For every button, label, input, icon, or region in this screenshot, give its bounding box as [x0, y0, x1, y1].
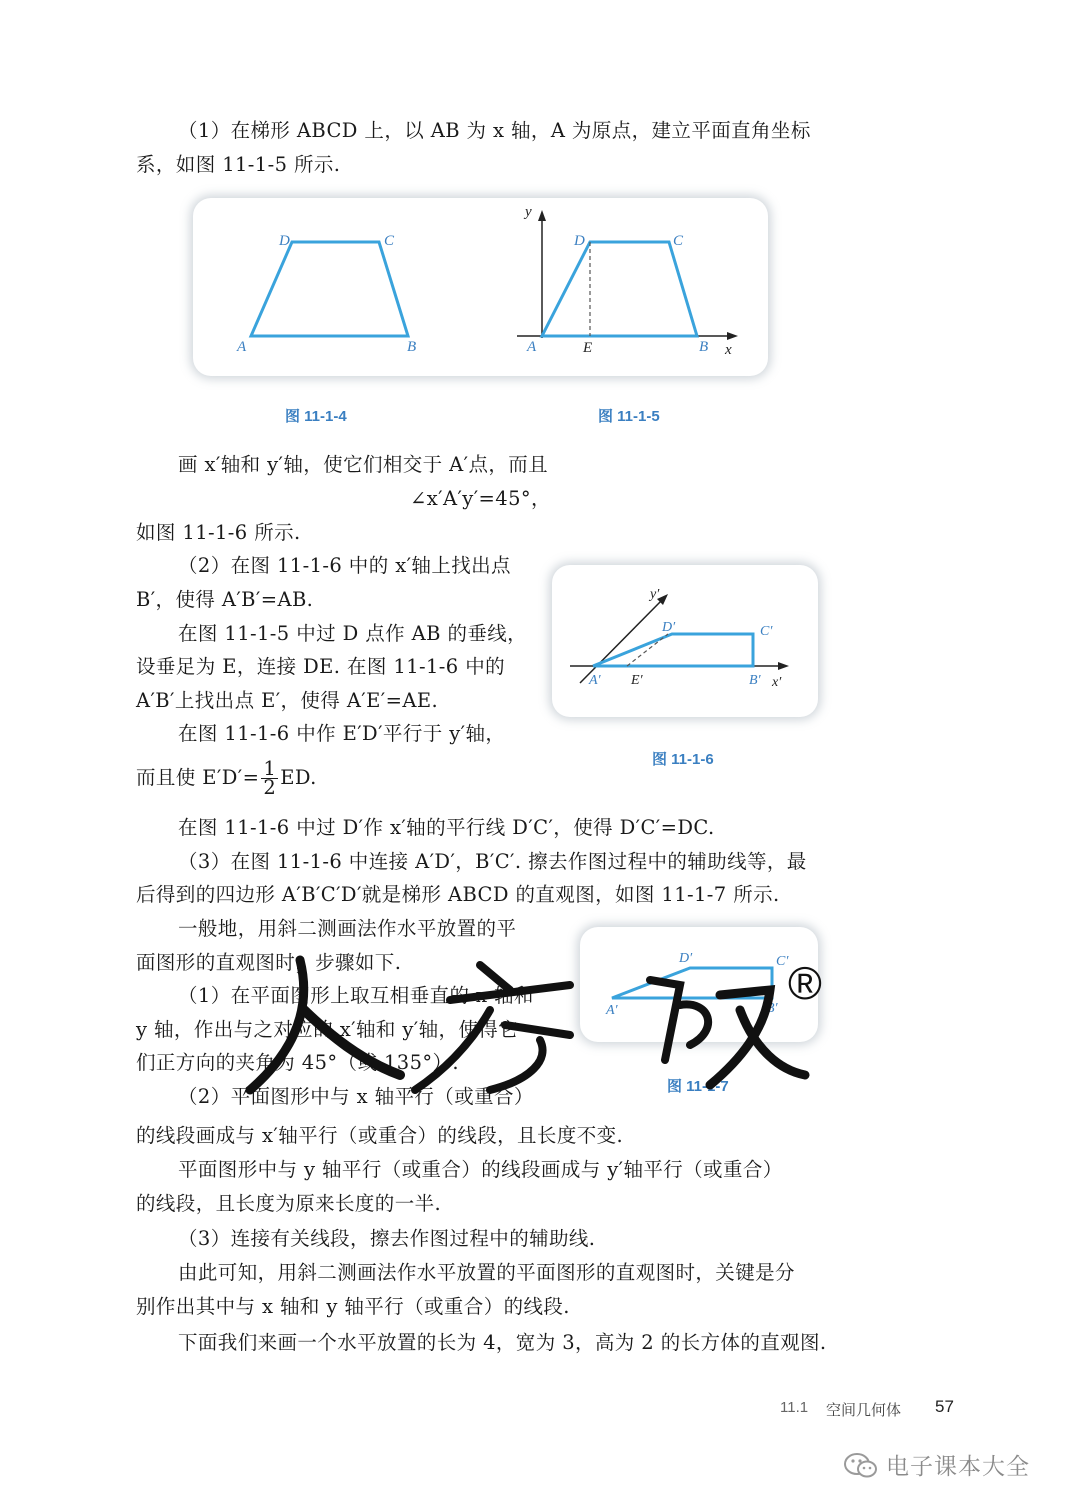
paragraph-line: （1）在梯形 ABCD 上，以 AB 为 x 轴，A 为原点，建立平面直角坐标 — [178, 119, 811, 142]
fig6-label-a: A′ — [589, 673, 601, 688]
figure-caption-7: 图 11-1-7 — [667, 1078, 729, 1095]
paragraph-line: 在图 11-1-6 中过 D′作 x′轴的平行线 D′C′，使得 D′C′=DC. — [178, 816, 715, 839]
page-number: 57 — [935, 1397, 954, 1416]
paragraph-line: 们正方向的夹角为 45°（或 135°）. — [136, 1051, 460, 1074]
paragraph-line: B′，使得 A′B′=AB. — [136, 588, 314, 611]
fig6-label-y: y′ — [650, 587, 660, 602]
paragraph-line: 由此可知，用斜二测画法作水平放置的平面图形的直观图时，关键是分 — [178, 1261, 795, 1284]
paragraph-line: 别作出其中与 x 轴和 y 轴平行（或重合）的线段. — [136, 1295, 570, 1318]
paragraph-line: 的线段画成与 x′轴平行（或重合）的线段，且长度不变. — [136, 1124, 624, 1147]
fraction-denominator: 2 — [263, 776, 277, 799]
fig6-label-e: E′ — [631, 673, 643, 688]
fig4-label-d: D — [279, 233, 290, 249]
fig7-label-b: B′ — [766, 1001, 778, 1016]
footer-section-number: 11.1 — [780, 1399, 809, 1416]
fig6-label-b: B′ — [749, 673, 761, 688]
paragraph-line: 下面我们来画一个水平放置的长为 4，宽为 3，高为 2 的长方体的直观图. — [178, 1331, 827, 1354]
fraction-prefix: 而且使 E′D′= — [136, 766, 260, 789]
wechat-account-badge — [842, 1448, 1030, 1481]
paragraph-line: 平面图形中与 y 轴平行（或重合）的线段画成与 y′轴平行（或重合） — [178, 1158, 783, 1181]
paragraph-line: 系，如图 11-1-5 所示. — [136, 153, 341, 176]
fig5-label-y: y — [525, 204, 532, 220]
watermark-calligraphy — [240, 950, 840, 1100]
fig6-label-c: C′ — [760, 624, 773, 639]
figure-caption-6: 图 11-1-6 — [652, 751, 714, 768]
wechat-icon — [842, 1450, 880, 1480]
fig5-label-e: E — [583, 340, 593, 356]
paragraph-line: y 轴，作出与之对应的 x′轴和 y′轴，使得它 — [136, 1018, 519, 1041]
paragraph-line: A′B′上找出点 E′，使得 A′E′=AE. — [136, 689, 439, 712]
fraction-numerator: 1 — [263, 757, 277, 780]
figure-caption-5: 图 11-1-5 — [598, 408, 660, 425]
paragraph-line: （1）在平面图形上取互相垂直的 x 轴和 — [178, 984, 534, 1007]
figure-caption-4: 图 11-1-4 — [285, 408, 347, 425]
paragraph-line: （3）连接有关线段，擦去作图过程中的辅助线. — [178, 1227, 596, 1250]
fig4-label-c: C — [384, 233, 395, 249]
fig7-label-c: C′ — [776, 954, 789, 969]
account-name: 电子课本大全 — [886, 1454, 1030, 1480]
fig5-label-c: C — [673, 233, 684, 249]
paragraph-line: 画 x′轴和 y′轴，使它们相交于 A′点，而且 — [178, 453, 549, 476]
footer-section-title: 空间几何体 — [826, 1401, 902, 1419]
fig7-label-a: A′ — [606, 1003, 618, 1018]
registered-mark: ® — [788, 957, 822, 1009]
paragraph-line: 面图形的直观图时，步骤如下. — [136, 951, 402, 974]
fig5-label-d: D — [574, 233, 585, 249]
fig5-label-x: x — [725, 342, 732, 358]
paragraph-line: （2）在图 11-1-6 中的 x′轴上找出点 — [178, 554, 511, 577]
paragraph-line: （2）平面图形中与 x 轴平行（或重合） — [178, 1085, 534, 1108]
paragraph-line: 如图 11-1-6 所示. — [136, 521, 301, 544]
watermark-logo — [240, 950, 840, 1100]
fig7-label-d: D′ — [679, 951, 693, 966]
fig5-label-a: A — [527, 339, 537, 355]
paragraph-line: 一般地，用斜二测画法作水平放置的平 — [178, 917, 517, 940]
fig6-label-x: x′ — [772, 675, 782, 690]
fig6-label-d: D′ — [662, 620, 676, 635]
paragraph-line: 后得到的四边形 A′B′C′D′就是梯形 ABCD 的直观图，如图 11-1-7 所示. — [136, 883, 780, 906]
paragraph-line: 在图 11-1-6 中作 E′D′平行于 y′轴， — [178, 722, 506, 745]
paragraph-line: （3）在图 11-1-6 中连接 A′D′，B′C′. 擦去作图过程中的辅助线等，最 — [178, 850, 807, 873]
paragraph-line: 设垂足为 E，连接 DE. 在图 11-1-6 中的 — [136, 655, 505, 678]
fig4-label-b: B — [407, 339, 417, 355]
fig4-label-a: A — [237, 339, 247, 355]
paragraph-line: 在图 11-1-5 中过 D 点作 AB 的垂线， — [178, 622, 528, 645]
fig5-label-b: B — [699, 339, 709, 355]
fraction-suffix: ED. — [280, 766, 317, 789]
equation-angle: ∠x′A′y′=45°， — [410, 487, 551, 510]
paragraph-line: 的线段，且长度为原来长度的一半. — [136, 1192, 442, 1215]
